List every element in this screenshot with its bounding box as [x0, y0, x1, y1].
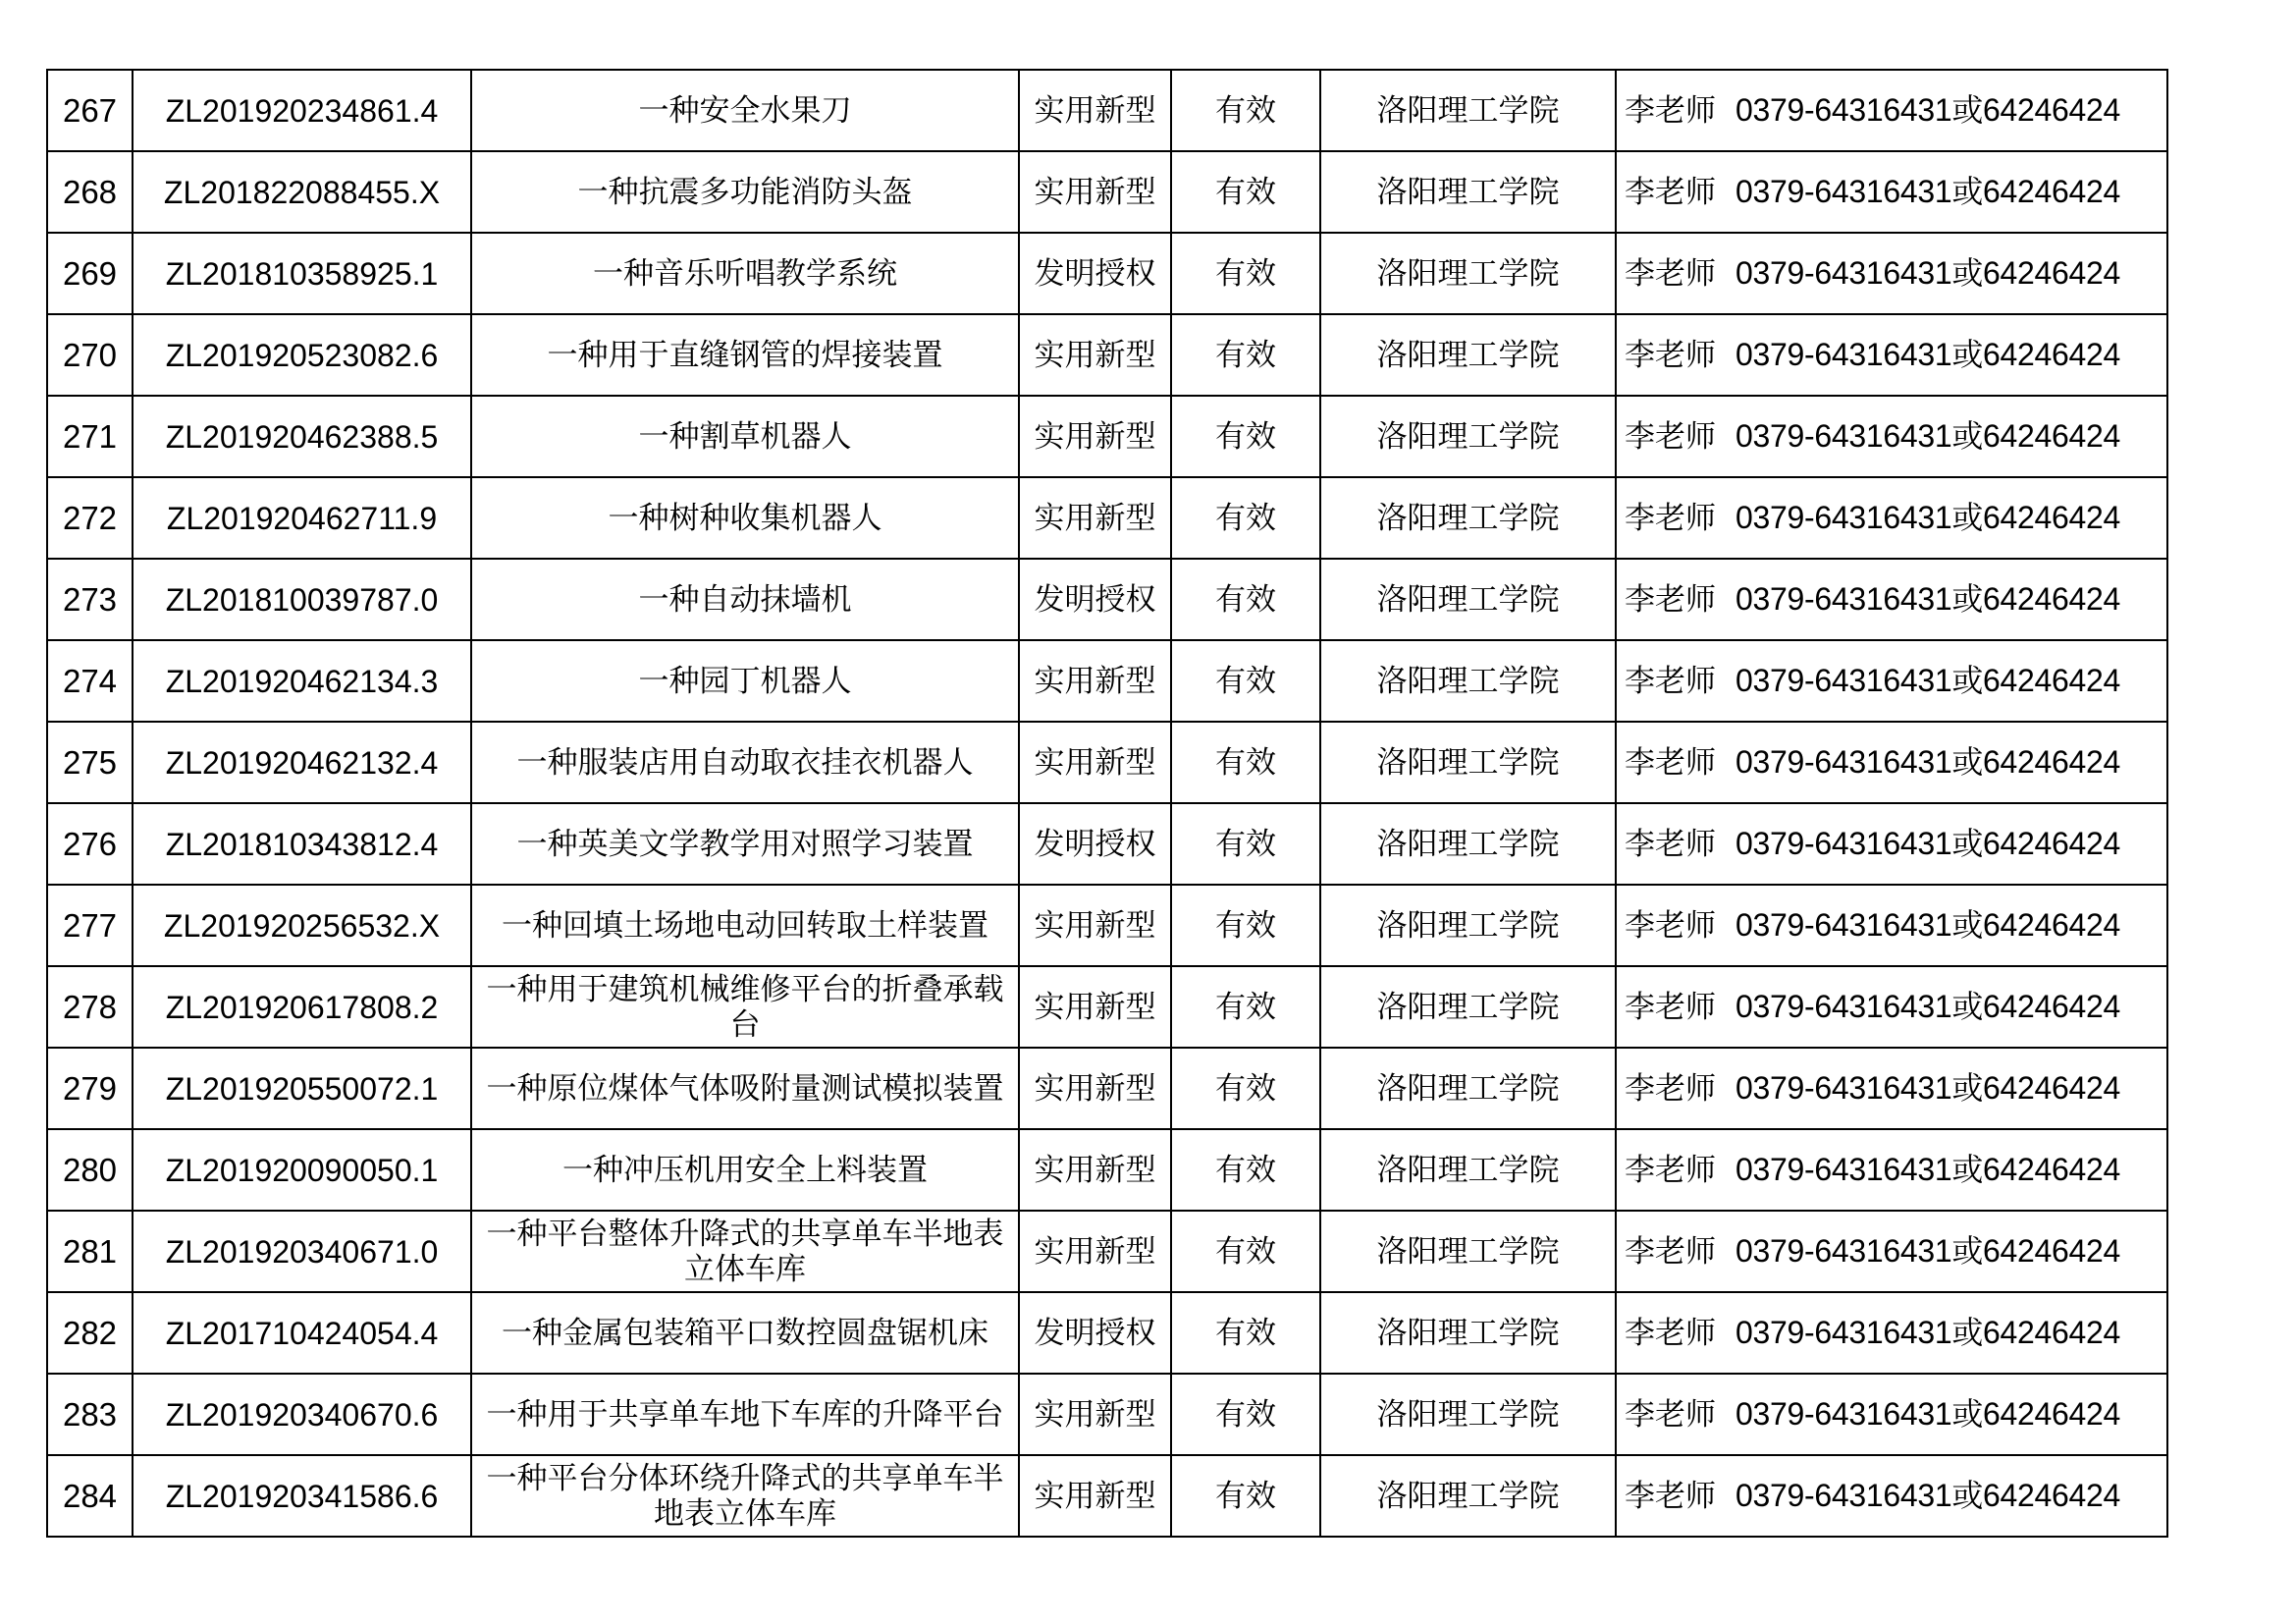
patent-id-cell: ZL201920523082.6 — [133, 314, 471, 396]
patent-id-cell: ZL201810039787.0 — [133, 559, 471, 640]
institution-name-cell: 洛阳理工学院 — [1320, 885, 1616, 966]
contact-phone: 0379-64316431或64246424 — [1735, 1396, 2120, 1432]
contact-phone: 0379-64316431或64246424 — [1735, 1070, 2120, 1106]
patent-name-cell: 一种用于建筑机械维修平台的折叠承载台 — [471, 966, 1019, 1048]
patent-name-cell: 一种用于直缝钢管的焊接装置 — [471, 314, 1019, 396]
patent-id-cell: ZL201810343812.4 — [133, 803, 471, 885]
institution-name-cell: 洛阳理工学院 — [1320, 70, 1616, 151]
contact-name: 李老师 — [1625, 419, 1716, 455]
row-number-cell: 282 — [47, 1292, 133, 1374]
contact-phone: 0379-64316431或64246424 — [1735, 418, 2120, 454]
table-row — [47, 966, 2167, 1048]
table-row — [47, 70, 2167, 151]
patent-status-cell: 有效 — [1171, 559, 1320, 640]
patent-id-cell: ZL201920462388.5 — [133, 396, 471, 477]
contact-cell — [1616, 396, 2167, 477]
row-number-cell: 273 — [47, 559, 133, 640]
contact-cell — [1616, 1211, 2167, 1292]
contact-cell — [1616, 233, 2167, 314]
patent-name-cell: 一种金属包装箱平口数控圆盘锯机床 — [471, 1292, 1019, 1374]
patent-type-cell: 实用新型 — [1019, 70, 1171, 151]
contact-cell — [1616, 314, 2167, 396]
patent-type-cell: 实用新型 — [1019, 314, 1171, 396]
contact-name: 李老师 — [1625, 1071, 1716, 1107]
patent-table — [46, 69, 2168, 1538]
table-row — [47, 559, 2167, 640]
institution-name-cell: 洛阳理工学院 — [1320, 477, 1616, 559]
institution-name-cell: 洛阳理工学院 — [1320, 1129, 1616, 1211]
contact-phone: 0379-64316431或64246424 — [1735, 1233, 2120, 1269]
contact-name: 李老师 — [1625, 93, 1716, 129]
patent-status-cell: 有效 — [1171, 151, 1320, 233]
contact-phone: 0379-64316431或64246424 — [1735, 826, 2120, 861]
institution-name-cell: 洛阳理工学院 — [1320, 722, 1616, 803]
contact-cell — [1616, 1455, 2167, 1537]
contact-name: 李老师 — [1625, 501, 1716, 536]
contact-name: 李老师 — [1625, 175, 1716, 210]
contact-cell — [1616, 559, 2167, 640]
table-row — [47, 1292, 2167, 1374]
contact-name: 李老师 — [1625, 582, 1716, 618]
contact-cell — [1616, 1292, 2167, 1374]
patent-status-cell: 有效 — [1171, 314, 1320, 396]
contact-cell — [1616, 722, 2167, 803]
institution-name-cell: 洛阳理工学院 — [1320, 1374, 1616, 1455]
table-row — [47, 640, 2167, 722]
row-number-cell: 281 — [47, 1211, 133, 1292]
contact-cell — [1616, 151, 2167, 233]
table-row — [47, 1455, 2167, 1537]
table-row — [47, 1211, 2167, 1292]
patent-type-cell: 实用新型 — [1019, 151, 1171, 233]
contact-phone: 0379-64316431或64246424 — [1735, 1152, 2120, 1187]
contact-cell — [1616, 1374, 2167, 1455]
patent-id-cell: ZL201920617808.2 — [133, 966, 471, 1048]
patent-type-cell: 实用新型 — [1019, 1374, 1171, 1455]
contact-phone: 0379-64316431或64246424 — [1735, 989, 2120, 1024]
patent-id-cell: ZL201920340670.6 — [133, 1374, 471, 1455]
patent-type-cell: 实用新型 — [1019, 1211, 1171, 1292]
patent-id-cell: ZL201920462134.3 — [133, 640, 471, 722]
row-number-cell: 283 — [47, 1374, 133, 1455]
table-row — [47, 722, 2167, 803]
table-row — [47, 1374, 2167, 1455]
patent-status-cell: 有效 — [1171, 803, 1320, 885]
table-row — [47, 1129, 2167, 1211]
patent-id-cell: ZL201920234861.4 — [133, 70, 471, 151]
row-number-cell: 269 — [47, 233, 133, 314]
institution-name-cell: 洛阳理工学院 — [1320, 1048, 1616, 1129]
row-number-cell: 272 — [47, 477, 133, 559]
patent-status-cell: 有效 — [1171, 640, 1320, 722]
row-number-cell: 274 — [47, 640, 133, 722]
row-number-cell: 276 — [47, 803, 133, 885]
contact-cell — [1616, 640, 2167, 722]
contact-phone: 0379-64316431或64246424 — [1735, 581, 2120, 617]
contact-phone: 0379-64316431或64246424 — [1735, 1315, 2120, 1350]
institution-name-cell: 洛阳理工学院 — [1320, 233, 1616, 314]
row-number-cell: 280 — [47, 1129, 133, 1211]
patent-type-cell: 实用新型 — [1019, 396, 1171, 477]
contact-cell — [1616, 70, 2167, 151]
contact-name: 李老师 — [1625, 1316, 1716, 1351]
contact-name: 李老师 — [1625, 664, 1716, 699]
contact-cell — [1616, 477, 2167, 559]
patent-name-cell: 一种用于共享单车地下车库的升降平台 — [471, 1374, 1019, 1455]
contact-cell — [1616, 966, 2167, 1048]
institution-name-cell: 洛阳理工学院 — [1320, 396, 1616, 477]
patent-status-cell: 有效 — [1171, 966, 1320, 1048]
contact-name: 李老师 — [1625, 338, 1716, 373]
patent-type-cell: 发明授权 — [1019, 233, 1171, 314]
patent-status-cell: 有效 — [1171, 70, 1320, 151]
patent-name-cell: 一种音乐听唱教学系统 — [471, 233, 1019, 314]
table-row — [47, 233, 2167, 314]
row-number-cell: 270 — [47, 314, 133, 396]
patent-id-cell: ZL201822088455.X — [133, 151, 471, 233]
patent-type-cell: 发明授权 — [1019, 1292, 1171, 1374]
contact-name: 李老师 — [1625, 1479, 1716, 1514]
patent-type-cell: 发明授权 — [1019, 803, 1171, 885]
patent-id-cell: ZL201810358925.1 — [133, 233, 471, 314]
patent-status-cell: 有效 — [1171, 1211, 1320, 1292]
patent-status-cell: 有效 — [1171, 885, 1320, 966]
table-row — [47, 151, 2167, 233]
contact-name: 李老师 — [1625, 1153, 1716, 1188]
table-row — [47, 314, 2167, 396]
contact-phone: 0379-64316431或64246424 — [1735, 1478, 2120, 1513]
contact-name: 李老师 — [1625, 1234, 1716, 1270]
patent-name-cell: 一种平台整体升降式的共享单车半地表立体车库 — [471, 1211, 1019, 1292]
patent-name-cell: 一种服装店用自动取衣挂衣机器人 — [471, 722, 1019, 803]
contact-name: 李老师 — [1625, 827, 1716, 862]
patent-name-cell: 一种割草机器人 — [471, 396, 1019, 477]
patent-name-cell: 一种树种收集机器人 — [471, 477, 1019, 559]
patent-status-cell: 有效 — [1171, 396, 1320, 477]
row-number-cell: 278 — [47, 966, 133, 1048]
patent-id-cell: ZL201920340671.0 — [133, 1211, 471, 1292]
patent-status-cell: 有效 — [1171, 1048, 1320, 1129]
contact-phone: 0379-64316431或64246424 — [1735, 255, 2120, 291]
patent-id-cell: ZL201710424054.4 — [133, 1292, 471, 1374]
institution-name-cell: 洛阳理工学院 — [1320, 640, 1616, 722]
institution-name-cell: 洛阳理工学院 — [1320, 1292, 1616, 1374]
table-row — [47, 803, 2167, 885]
row-number-cell: 277 — [47, 885, 133, 966]
patent-name-cell: 一种平台分体环绕升降式的共享单车半地表立体车库 — [471, 1455, 1019, 1537]
institution-name-cell: 洛阳理工学院 — [1320, 966, 1616, 1048]
table-row — [47, 396, 2167, 477]
patent-id-cell: ZL201920462711.9 — [133, 477, 471, 559]
patent-name-cell: 一种抗震多功能消防头盔 — [471, 151, 1019, 233]
patent-name-cell: 一种英美文学教学用对照学习装置 — [471, 803, 1019, 885]
contact-cell — [1616, 1129, 2167, 1211]
institution-name-cell: 洛阳理工学院 — [1320, 1211, 1616, 1292]
patent-type-cell: 实用新型 — [1019, 885, 1171, 966]
patent-status-cell: 有效 — [1171, 1129, 1320, 1211]
contact-phone: 0379-64316431或64246424 — [1735, 174, 2120, 209]
institution-name-cell: 洛阳理工学院 — [1320, 1455, 1616, 1537]
contact-phone: 0379-64316431或64246424 — [1735, 337, 2120, 372]
contact-phone: 0379-64316431或64246424 — [1735, 907, 2120, 943]
contact-cell — [1616, 885, 2167, 966]
patent-id-cell: ZL201920090050.1 — [133, 1129, 471, 1211]
patent-type-cell: 实用新型 — [1019, 1455, 1171, 1537]
contact-phone: 0379-64316431或64246424 — [1735, 500, 2120, 535]
patent-name-cell: 一种园丁机器人 — [471, 640, 1019, 722]
patent-status-cell: 有效 — [1171, 233, 1320, 314]
patent-type-cell: 实用新型 — [1019, 1129, 1171, 1211]
table-row — [47, 1048, 2167, 1129]
row-number-cell: 268 — [47, 151, 133, 233]
patent-status-cell: 有效 — [1171, 477, 1320, 559]
patent-id-cell: ZL201920462132.4 — [133, 722, 471, 803]
contact-name: 李老师 — [1625, 1397, 1716, 1433]
contact-name: 李老师 — [1625, 256, 1716, 292]
contact-name: 李老师 — [1625, 745, 1716, 781]
patent-id-cell: ZL201920256532.X — [133, 885, 471, 966]
patent-name-cell: 一种回填土场地电动回转取土样装置 — [471, 885, 1019, 966]
patent-id-cell: ZL201920550072.1 — [133, 1048, 471, 1129]
patent-name-cell: 一种原位煤体气体吸附量测试模拟装置 — [471, 1048, 1019, 1129]
patent-type-cell: 实用新型 — [1019, 966, 1171, 1048]
patent-type-cell: 发明授权 — [1019, 559, 1171, 640]
patent-status-cell: 有效 — [1171, 722, 1320, 803]
contact-cell — [1616, 803, 2167, 885]
contact-phone: 0379-64316431或64246424 — [1735, 663, 2120, 698]
table-row — [47, 885, 2167, 966]
contact-name: 李老师 — [1625, 990, 1716, 1025]
institution-name-cell: 洛阳理工学院 — [1320, 151, 1616, 233]
institution-name-cell: 洛阳理工学院 — [1320, 803, 1616, 885]
patent-id-cell: ZL201920341586.6 — [133, 1455, 471, 1537]
contact-phone: 0379-64316431或64246424 — [1735, 92, 2120, 128]
row-number-cell: 267 — [47, 70, 133, 151]
patent-status-cell: 有效 — [1171, 1455, 1320, 1537]
contact-phone: 0379-64316431或64246424 — [1735, 744, 2120, 780]
patent-name-cell: 一种自动抹墙机 — [471, 559, 1019, 640]
patent-status-cell: 有效 — [1171, 1374, 1320, 1455]
patent-type-cell: 实用新型 — [1019, 1048, 1171, 1129]
patent-type-cell: 实用新型 — [1019, 477, 1171, 559]
row-number-cell: 279 — [47, 1048, 133, 1129]
table-row — [47, 477, 2167, 559]
patent-type-cell: 实用新型 — [1019, 640, 1171, 722]
row-number-cell: 284 — [47, 1455, 133, 1537]
institution-name-cell: 洛阳理工学院 — [1320, 314, 1616, 396]
institution-name-cell: 洛阳理工学院 — [1320, 559, 1616, 640]
contact-name: 李老师 — [1625, 908, 1716, 944]
contact-cell — [1616, 1048, 2167, 1129]
patent-name-cell: 一种冲压机用安全上料装置 — [471, 1129, 1019, 1211]
patent-type-cell: 实用新型 — [1019, 722, 1171, 803]
patent-status-cell: 有效 — [1171, 1292, 1320, 1374]
patent-name-cell: 一种安全水果刀 — [471, 70, 1019, 151]
row-number-cell: 275 — [47, 722, 133, 803]
patent-table-body — [47, 70, 2167, 1537]
row-number-cell: 271 — [47, 396, 133, 477]
